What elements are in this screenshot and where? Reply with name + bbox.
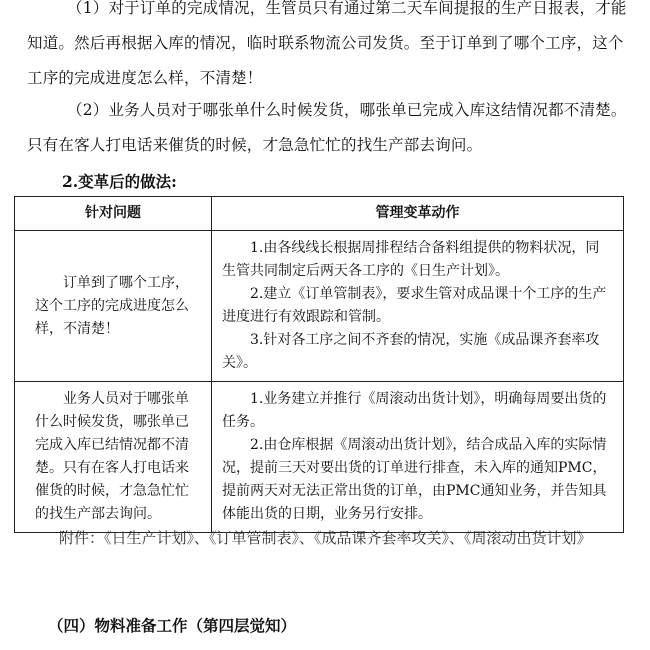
action-item: 2.建立《订单管制表》，要求生管对成品课十个工序的生产进度进行有效跟踪和管制。 (222, 286, 607, 325)
problem-action-table (14, 196, 624, 533)
action-item: 3.针对各工序之间不齐套的情况，实施《成品课齐套率攻关》。 (222, 332, 600, 371)
problem-text: 业务人员对于哪张单什么时候发货，哪张单已完成入库已结情况都不清楚。只有在客人打电话来催货的时候，才急急忙忙的找生产部去询问。 (35, 391, 189, 522)
header-actions: 管理变革动作 (212, 197, 624, 231)
bottom-heading: （四）物料准备工作（第四层觉知） (48, 616, 297, 635)
problem-cell (15, 382, 212, 533)
problem-cell (15, 231, 212, 382)
attachment-line: 附件：《日生产计划》、《订单管制表》、《成品课齐套率攻关》、《周滚动出货计划》 (59, 529, 592, 547)
header-problem: 针对问题 (15, 197, 212, 231)
table-row (15, 231, 624, 382)
paragraph-1: （1）对于订单的完成情况，生管员只有通过第二天车间提报的生产日报表，才能知道。然后再根据入库的情况，临时联系物流公司发货。至于订单到了哪个工序，这个工序的完成进度怎么样，不清楚！ (27, 0, 627, 87)
paragraph-2: （2）业务人员对于哪张单什么时候发货，哪张单已完成入库这结情况都不清楚。只有在客人打电话来催货的时候，才急急忙忙的找生产部去询问。 (27, 101, 627, 154)
problem-text: 订单到了哪个工序，这个工序的完成进度怎么样，不清楚！ (35, 274, 189, 337)
actions-cell (212, 231, 624, 382)
table-header-row (15, 197, 624, 231)
action-item: 2.由仓库根据《周滚动出货计划》，结合成品入库的实际情况，提前三天对要出货的订单进行排查，未入库的通知PMC，提前两天对无法正常出货的订单，由PMC通知业务，并告知具体能出货的日期，业务另行安排。 (222, 437, 607, 522)
section-heading: 2.变革后的做法: (62, 172, 177, 191)
action-item: 1.由各线线长根据周排程结合备料组提供的物料状况，同生管共同制定后两天各工序的《日生产计划》。 (222, 240, 600, 279)
table-row (15, 382, 624, 533)
actions-cell (212, 382, 624, 533)
action-item: 1.业务建立并推行《周滚动出货计划》，明确每周要出货的任务。 (222, 391, 607, 430)
